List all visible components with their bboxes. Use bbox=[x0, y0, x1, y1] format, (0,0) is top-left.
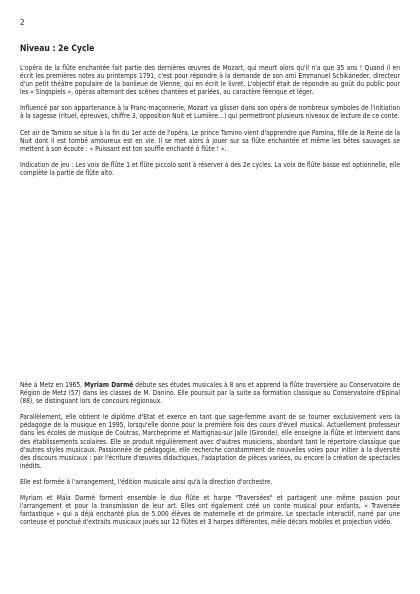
bio-paragraph-4: Myriam et Maïa Darmé forment ensemble le duo flûte et harpe "Traversées" et partagent une même passion pour l'arrangement et pour la transmission de leur art. Elles ont également créé un conte musical pour enfants, « Traversée fantastique » qui a déjà enchanté plus de 5.000 élèves de maternelle et de primaire. Le spectacle interactif, narré par une conteuse et ponctué d'extraits musicaux joués sur 12 flûtes et 3 harpes différentes, mêle décors mobiles et projection vidéo. bbox=[20, 494, 400, 527]
intro-paragraph-2: Influencé par son appartenance à la Franc-maçonnerie, Mozart va glisser dans son opéra de nombreux symboles de l'initiation à la sagesse (rituel, épreuves, chiffre 3, opposition Nuit et Lumière…) qui permettront plusieurs niveaux de lecture de ce conte. bbox=[20, 104, 400, 121]
section-heading: Niveau : 2e Cycle bbox=[20, 44, 95, 54]
bio-paragraph-1 bbox=[20, 381, 400, 405]
bio-paragraph-2: Parallèlement, elle obtient le diplôme d'Etat et exerce en tant que sage-femme avant de se tourner exclusivement vers la pédagogie de la musique en 1995, lorsqu'elle donne pour la première fois des cours d'éveil musical. Actuellement professeur dans les écoles de musique de Coutras, Marcheprime et Martignas-sur Jalle (Gironde), elle enseigne la flûte et intervient dans des établissements scolaires. Elle se produit régulièrement avec d'autres musiciens, abordant tant le répertoire classique que d'autres styles musicaux. Passionnée de pédagogie, elle recherche constamment de nouvelles voies pour initier à la diversité des discours musicaux : par l'écriture d'œuvres didactiques, l'adaptation de pièces variées, ou encore la création de spectacles inédits. bbox=[20, 413, 400, 470]
intro-paragraph-4: Indication de jeu : Les voix de flûte 1 et flûte piccolo sont à réserver à des 2e cycles. La voix de flûte basse est optionnelle, elle complète la partie de flûte alto. bbox=[20, 160, 400, 177]
author-name: Myriam Darmé bbox=[84, 381, 134, 389]
biography-section bbox=[20, 381, 400, 526]
bio-paragraph-3: Elle est formée à l'arrangement, l'édition musicale ainsi qu'à la direction d'orchestre. bbox=[20, 477, 273, 486]
intro-section bbox=[20, 64, 400, 177]
page-number: 2 bbox=[20, 18, 25, 27]
intro-paragraph-1: L'opéra de la flûte enchantée fait partie des dernières œuvres de Mozart, qui meurt alors qu'il n'a que 35 ans ! Quand il en écrit les premières notes au printemps 1791, c'est pour répondre à la demande de son ami Emmanuel Schikaneder, directeur d'un petit théâtre populaire de la banlieue de Vienne, qui en écrit le livret. L'objectif était de répondre au goût du public pour les « Singspiels », opéras alternant des scènes chantées et parlées, au caractère féerique et léger. bbox=[20, 64, 400, 97]
bio-rest-text: débute ses études musicales à 8 ans et apprend la flûte traversière au Conservatoire de Région de Metz (57) dans les classes de M. Danino. Elle poursuit par la suite sa formation classique au Conservatoire d'Epinal (88), se distinguant lors de concours régionaux. bbox=[20, 381, 400, 406]
bio-intro-text: Née à Metz en 1965, bbox=[20, 381, 85, 389]
intro-paragraph-3: Cet air de Tamino se situe à la fin du 1er acte de l'opéra. Le prince Tamino vient d'apprendre que Pamina, fille de la Reine de la Nuit dont il est tombé amoureux est en vie. Il se met alors à jouer sur sa flûte enchantée et même les bêtes sauvages se mettent à son écoute : « Puissant est ton souffle enchanté ô flûte ! ». bbox=[20, 128, 400, 153]
